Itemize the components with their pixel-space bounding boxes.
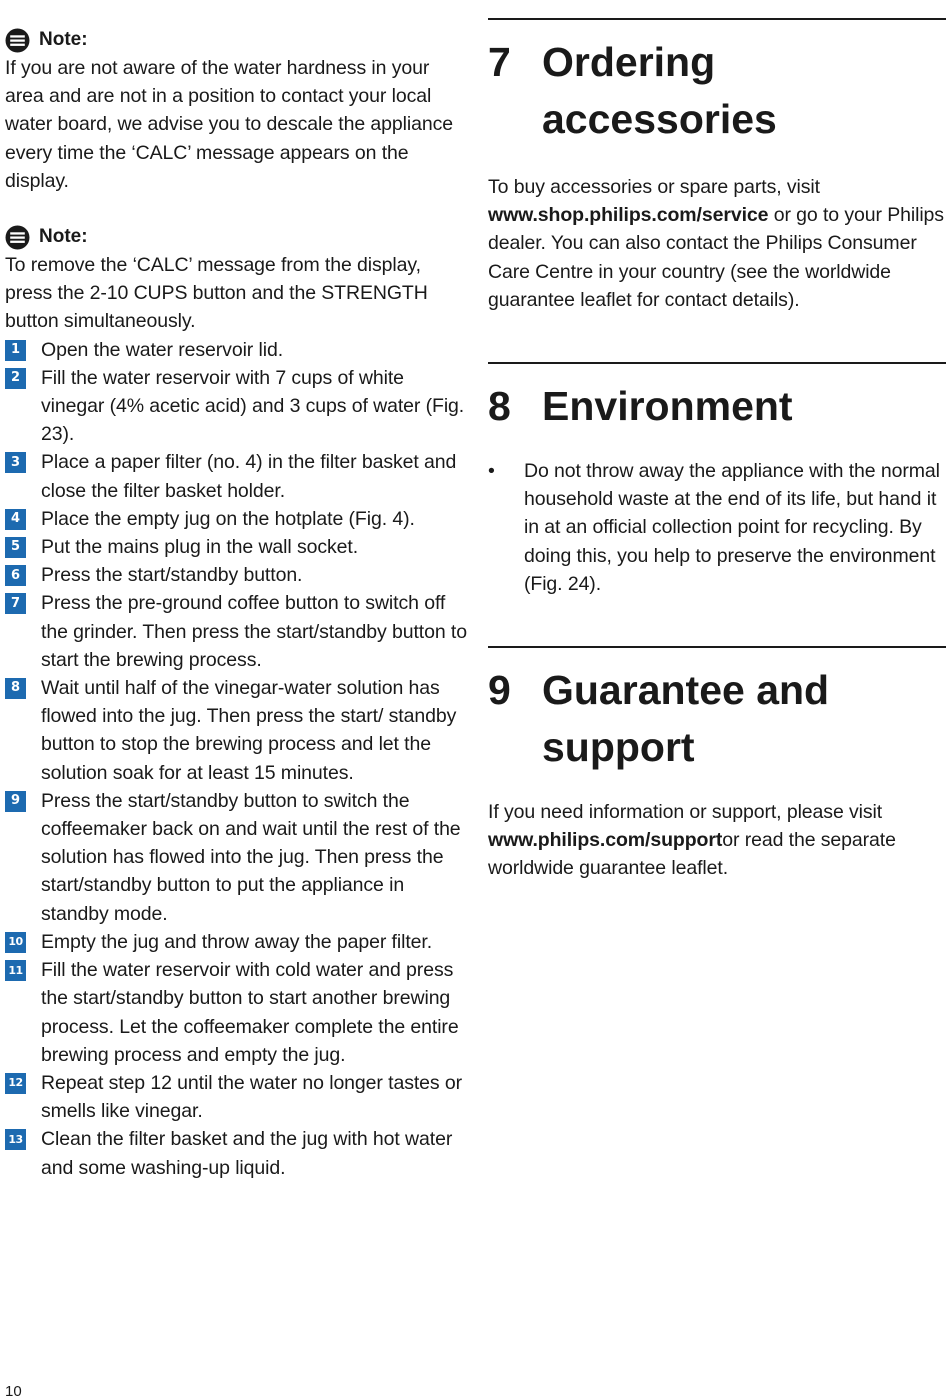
step-number: 4 xyxy=(5,509,26,530)
section-title-guarantee xyxy=(488,662,946,776)
section-number: 9 xyxy=(488,667,511,714)
step-item xyxy=(5,1125,467,1181)
shop-link[interactable]: www.shop.philips.com/service xyxy=(488,204,769,227)
step-text: Press the start/standby button. xyxy=(41,564,303,587)
step-number: 11 xyxy=(5,960,26,981)
left-column xyxy=(5,26,467,1182)
section-divider xyxy=(488,18,946,20)
note-text: To remove the ‘CALC’ message from the display, press the 2-10 CUPS button and the STRENGTH button simultaneously. xyxy=(5,254,428,333)
step-number: 6 xyxy=(5,565,26,586)
step-text: Put the mains plug in the wall socket. xyxy=(41,536,359,559)
note-label: Note: xyxy=(39,29,88,50)
section-divider xyxy=(488,362,946,364)
step-number: 5 xyxy=(5,537,26,558)
step-item xyxy=(5,336,467,364)
step-text: Place a paper filter (no. 4) in the filter basket and close the filter basket holder. xyxy=(41,451,457,502)
note-heading xyxy=(5,223,467,251)
step-text: Fill the water reservoir with 7 cups of white vinegar (4% acetic acid) and 3 cups of water (Fig. 23). xyxy=(41,366,465,446)
environment-text: Do not throw away the appliance with the normal household waste at the end of its life, but hand it in at an official collection point for recycling. By doing this, you help to preserve the environment (Fig. 24). xyxy=(524,460,940,595)
right-column xyxy=(488,18,946,883)
section-number: 7 xyxy=(488,39,511,85)
note-label: Note: xyxy=(39,226,88,248)
note-icon xyxy=(5,225,30,250)
step-number: 3 xyxy=(5,452,26,473)
step-item xyxy=(5,448,467,504)
step-item xyxy=(5,505,467,533)
section-title-text: Ordering accessories xyxy=(542,39,777,142)
step-number: 8 xyxy=(5,678,26,699)
section-title-environment xyxy=(488,378,946,435)
step-text: Empty the jug and throw away the paper filter. xyxy=(41,930,433,953)
step-number: 13 xyxy=(5,1129,26,1150)
step-text: Clean the filter basket and the jug with hot water and some washing-up liquid. xyxy=(41,1128,453,1179)
step-item xyxy=(5,561,467,589)
descaling-steps xyxy=(5,336,467,1182)
step-number: 2 xyxy=(5,368,26,389)
step-text: Press the pre-ground coffee button to switch off the grinder. Then press the start/standby button to start the brewing process. xyxy=(41,592,467,671)
step-text: Fill the water reservoir with cold water and press the start/standby button to start another brewing process. Let the coffeemaker complete the entire brewing process and empty the jug. xyxy=(41,959,459,1066)
step-number: 9 xyxy=(5,791,26,812)
section-number: 8 xyxy=(488,383,511,430)
step-text: Repeat step 12 until the water no longer tastes or smells like vinegar. xyxy=(41,1071,463,1123)
support-link[interactable]: www.philips.com/support xyxy=(488,829,723,852)
note-icon xyxy=(5,28,30,53)
step-number: 10 xyxy=(5,932,26,953)
step-number: 7 xyxy=(5,593,26,614)
page-number: 10 xyxy=(5,1383,22,1400)
section-title-text: Environment xyxy=(542,383,793,430)
note-text: If you are not aware of the water hardness in your area and are not in a position to contact your local water board, we advise you to descale the appliance every time the ‘CALC’ message appears on the display. xyxy=(5,57,454,192)
step-text: Wait until half of the vinegar-water solution has flowed into the jug. Then press the start/ standby button to stop the brewing process and let the solution soak for at least 15 minutes. xyxy=(41,677,457,784)
step-item xyxy=(5,787,467,928)
step-item xyxy=(5,674,467,787)
step-number: 1 xyxy=(5,340,26,361)
step-item xyxy=(5,364,467,449)
step-number: 12 xyxy=(5,1073,26,1094)
step-item xyxy=(5,928,467,956)
step-item xyxy=(5,533,467,561)
step-text: Place the empty jug on the hotplate (Fig. 4). xyxy=(41,507,415,530)
note-heading xyxy=(5,26,467,54)
step-text: Open the water reservoir lid. xyxy=(41,338,284,361)
section-title-ordering xyxy=(488,34,946,148)
step-text: Press the start/standby button to switch the coffeemaker back on and wait until the rest of the solution has flowed into the jug. Then press the start/standby button to put the appliance in standby mode. xyxy=(41,789,461,925)
guarantee-text: If you need information or support, please visit www.philips.com/supportor read the separate worldwide guarantee leaflet. xyxy=(488,801,896,880)
ordering-text: To buy accessories or spare parts, visit www.shop.philips.com/service or go to your Philips dealer. You can also contact the Philips Consumer Care Centre in your country (see the worldwide guarantee leaflet for contact details). xyxy=(488,176,944,311)
section-title-text: Guarantee and support xyxy=(542,667,830,771)
step-item xyxy=(5,1069,467,1125)
environment-bullet-item xyxy=(488,457,946,598)
step-item xyxy=(5,589,467,674)
bullet-marker: • xyxy=(488,460,495,483)
step-item xyxy=(5,956,467,1069)
section-divider xyxy=(488,646,946,648)
